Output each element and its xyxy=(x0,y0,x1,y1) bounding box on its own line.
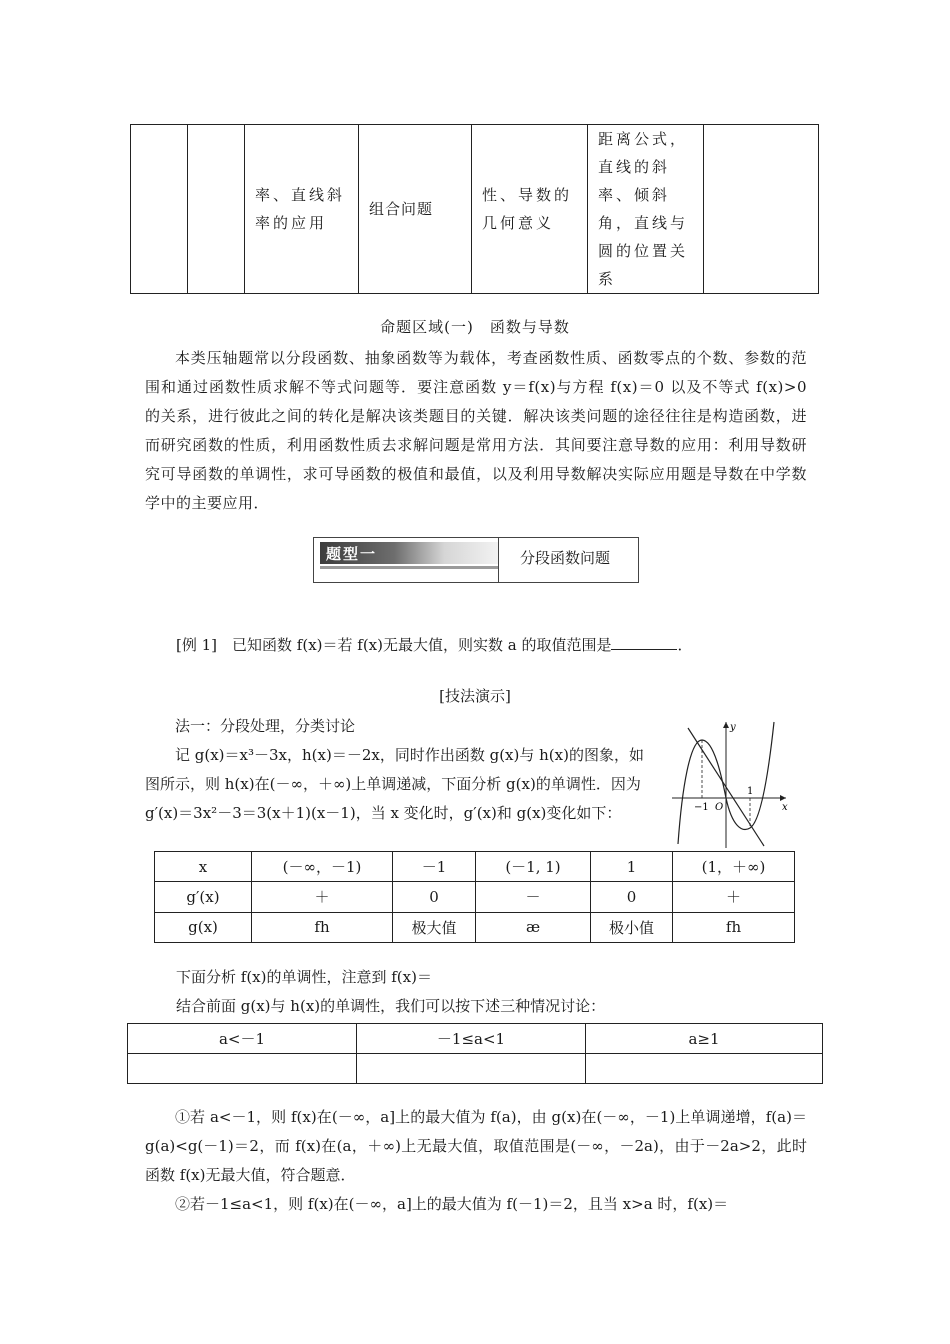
x-axis-arrow-icon xyxy=(780,795,786,801)
table-cell: ＋ xyxy=(673,882,795,912)
method-one-text xyxy=(145,712,655,828)
function-graph xyxy=(668,718,792,850)
table-cell: fh xyxy=(673,912,795,942)
table-cell: 极大值 xyxy=(393,912,476,942)
cases-table xyxy=(127,1023,823,1084)
neg-one-label: −1 xyxy=(694,802,709,813)
method-line-2: 记 g(x)＝x³－3x，h(x)＝－2x，同时作出函数 g(x)与 h(x)的图象，如图所示，则 h(x)在(－∞，＋∞)上单调递减，下面分析 g(x)的单调性．因为 g′(x)＝3x²－3＝3(x＋1)(x－1)，当 x 变化时，g′(x)和 g(x)变化如下： xyxy=(145,746,644,822)
table-cell: fh xyxy=(252,912,393,942)
table-cell: (－1, 1) xyxy=(476,852,591,882)
table-cell: －1≤a<1 xyxy=(357,1024,586,1054)
table-cell: æ xyxy=(476,912,591,942)
table-cell: 极小值 xyxy=(591,912,673,942)
top-table-cell-7 xyxy=(704,125,819,294)
table-cell: 0 xyxy=(393,882,476,912)
method-line-1: 法一：分段处理，分类讨论 xyxy=(175,717,356,735)
answer-blank xyxy=(611,635,677,650)
banner-stripe xyxy=(320,566,498,569)
example-suffix: ． xyxy=(677,636,693,654)
table-cell: g(x) xyxy=(155,912,252,942)
banner-tag-background xyxy=(320,542,498,564)
technique-title: [技法演示] xyxy=(439,687,511,705)
example-prefix: [例 1] 已知函数 f(x)＝若 f(x)无最大值，则实数 a 的取值范围是 xyxy=(176,636,612,654)
table-cell: － xyxy=(476,882,591,912)
section-title: 命题区域(一) 函数与导数 xyxy=(380,318,570,336)
top-table-cell-4: 组合问题 xyxy=(359,125,472,294)
table-cell xyxy=(586,1054,823,1084)
table-cell: a≥1 xyxy=(586,1024,823,1054)
y-axis-arrow-icon xyxy=(723,722,729,728)
origin-label: O xyxy=(715,802,724,813)
table-cell: 0 xyxy=(591,882,673,912)
table-row xyxy=(128,1024,823,1054)
top-table-cell-2 xyxy=(188,125,245,294)
table-cell xyxy=(128,1054,357,1084)
table-cell: g′(x) xyxy=(155,882,252,912)
table-cell: (－∞，－1) xyxy=(252,852,393,882)
example-1 xyxy=(176,634,692,655)
top-table-cell-1 xyxy=(131,125,188,294)
table-cell: 1 xyxy=(591,852,673,882)
analysis-line-1: 下面分析 f(x)的单调性，注意到 f(x)＝ xyxy=(176,968,432,986)
top-table-cell-3: 率、直线斜率的应用 xyxy=(245,125,359,294)
top-table-cell-5: 性、导数的几何意义 xyxy=(472,125,588,294)
intro-paragraph: 本类压轴题常以分段函数、抽象函数等为载体，考查函数性质、函数零点的个数、参数的范围和通过函数性质求解不等式问题等．要注意函数 y＝f(x)与方程 f(x)＝0 以及不等式 f(x)>0 的关系，进行彼此之间的转化是解决该类题目的关键．解决该类问题的途径往往是构造函数，进而研究函数的性质，利用函数性质去求解问题是常用方法．其间要注意导数的应用：利用导数研究可导函数的单调性，求可导函数的极值和最值，以及利用导数解决实际应用题是导数在中学数学中的主要应用． xyxy=(145,349,807,512)
case-2-paragraph: ②若－1≤a<1，则 f(x)在(－∞，a]上的最大值为 f(－1)＝2，且当 x>a 时，f(x)＝ xyxy=(175,1195,729,1213)
table-row xyxy=(155,882,795,912)
banner-tag: 题型一 xyxy=(326,545,378,563)
table-cell: x xyxy=(155,852,252,882)
table-cell xyxy=(357,1054,586,1084)
table-row xyxy=(155,852,795,882)
x-label: x xyxy=(782,802,788,813)
table-cell: －1 xyxy=(393,852,476,882)
banner-label: 分段函数问题 xyxy=(520,549,611,567)
analysis-line-2: 结合前面 g(x)与 h(x)的单调性，我们可以按下述三种情况讨论： xyxy=(176,997,606,1015)
top-table-cell-6: 距离公式，直线的斜率、倾斜角，直线与圆的位置关系 xyxy=(588,125,704,294)
table-cell: a<－1 xyxy=(128,1024,357,1054)
type-banner xyxy=(313,537,639,583)
table-cell: (1，＋∞) xyxy=(673,852,795,882)
table-cell: ＋ xyxy=(252,882,393,912)
banner-divider xyxy=(498,538,499,582)
one-label: 1 xyxy=(747,786,754,797)
table-row xyxy=(155,912,795,942)
top-continuation-table xyxy=(130,124,819,294)
case-1-paragraph: ①若 a<－1，则 f(x)在(－∞，a]上的最大值为 f(a)，由 g(x)在(－∞，－1)上单调递增，f(a)＝g(a)<g(－1)＝2，而 f(x)在(a，＋∞)上无最大值，取值范围是(－∞，－2a)，由于－2a>2，此时函数 f(x)无最大值，符合题意． xyxy=(145,1108,807,1184)
y-label: y xyxy=(730,722,736,733)
case-analysis-text xyxy=(145,1103,807,1219)
table-row xyxy=(128,1054,823,1084)
monotonicity-table xyxy=(154,851,795,943)
